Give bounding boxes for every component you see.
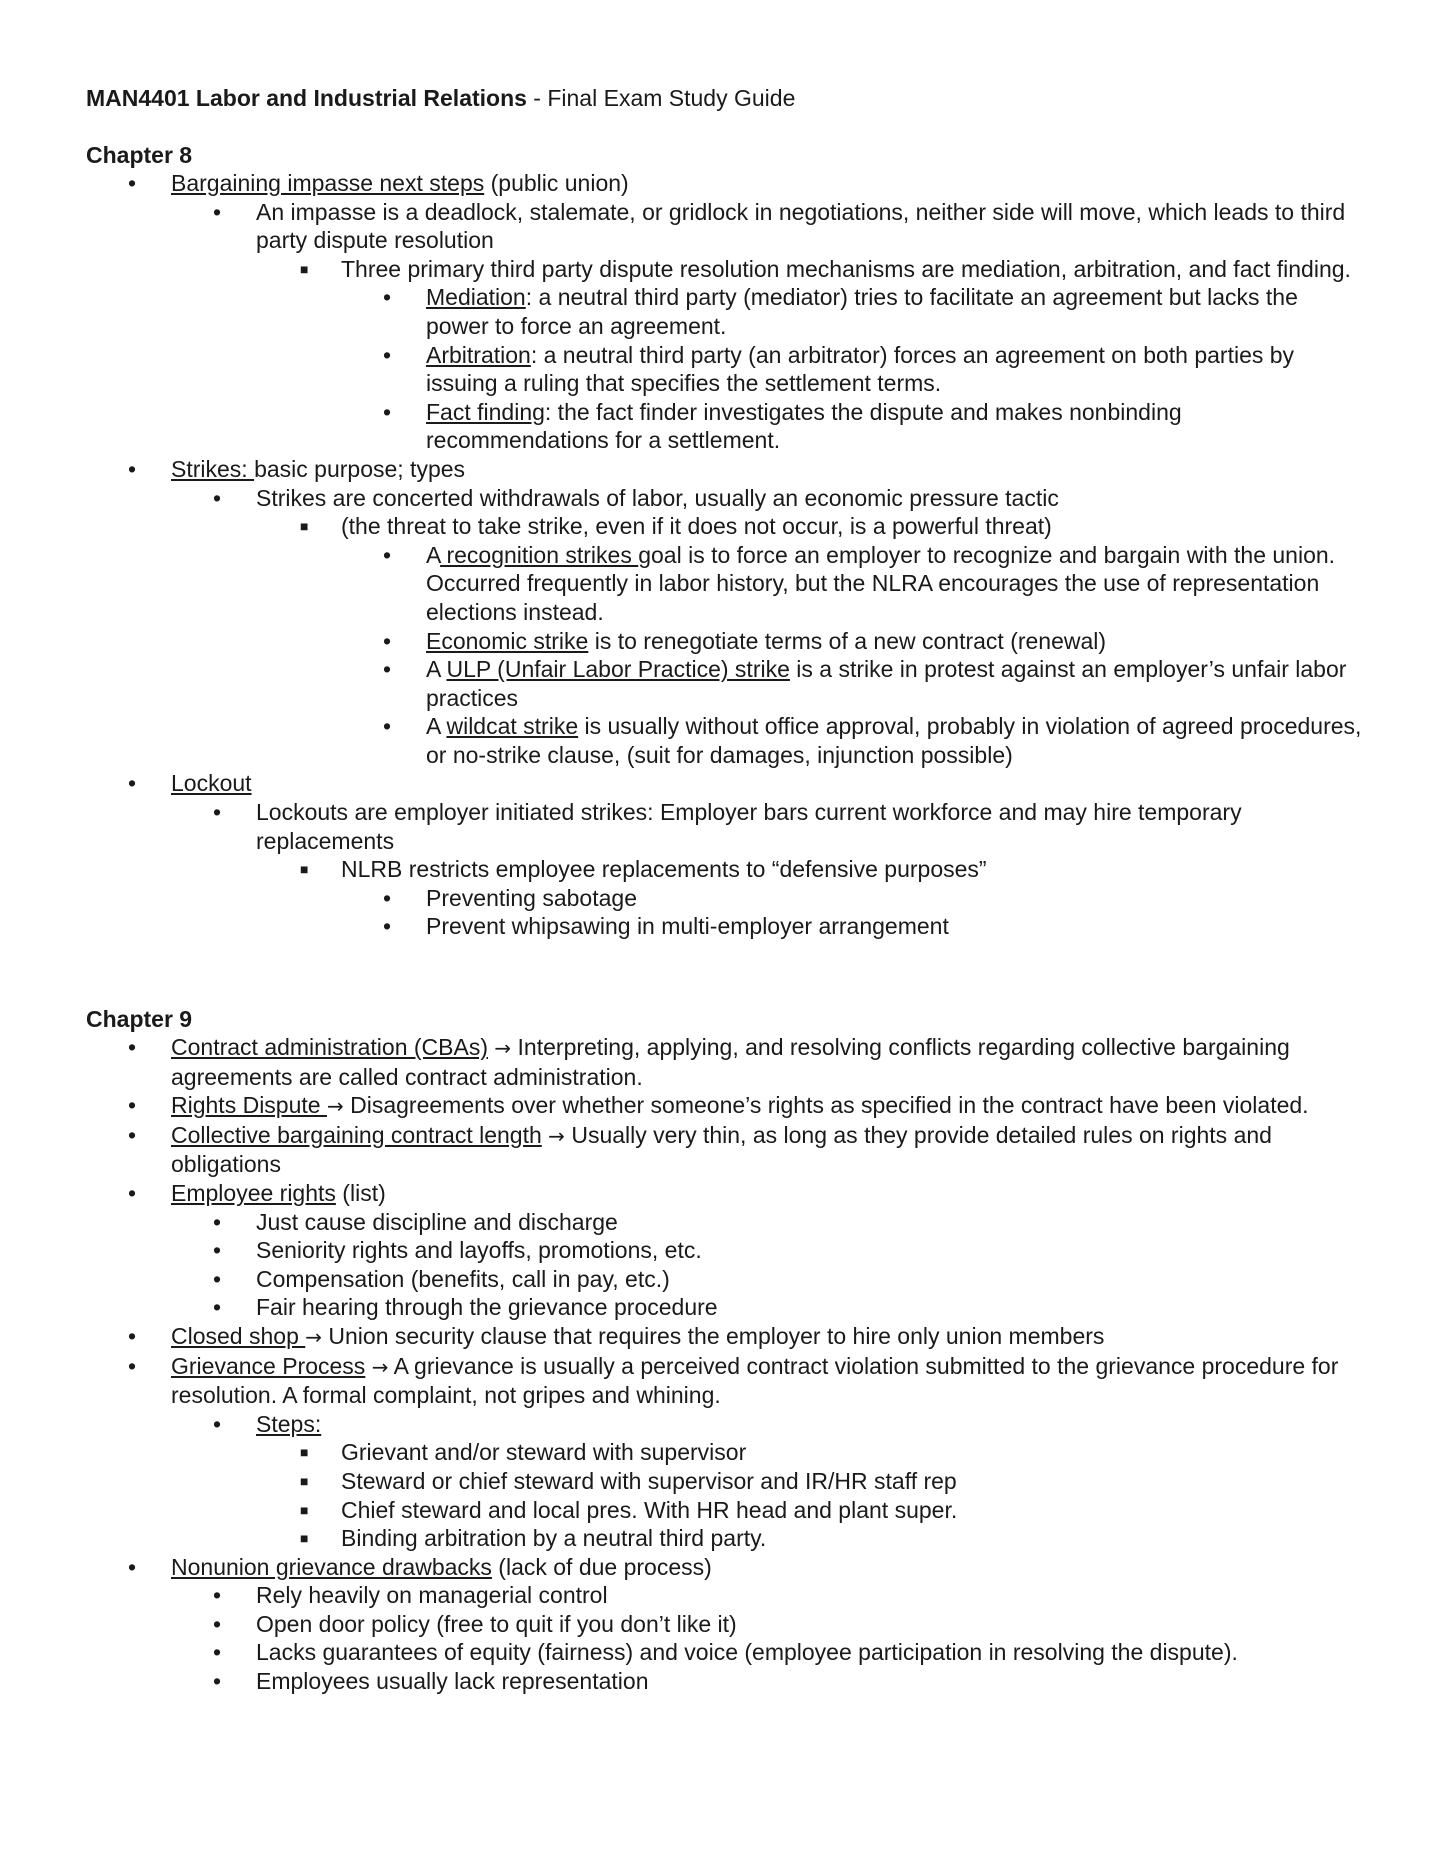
bullet-icon: • [213, 198, 222, 225]
bullet-icon: • [383, 541, 392, 568]
topic-label: Nonunion grievance drawbacks [171, 1553, 492, 1580]
term-label: Steps: [256, 1410, 322, 1437]
term-label: Arbitration [426, 341, 531, 368]
bullet-icon: • [383, 884, 392, 911]
square-bullet-icon: ■ [300, 1444, 309, 1461]
square-bullet-icon: ■ [300, 1530, 309, 1547]
item-text: Seniority rights and layoffs, promotions, etc. [256, 1237, 702, 1264]
term-label: wildcat strike [446, 713, 579, 740]
list-item-closed-shop [0, 1322, 1351, 1352]
list-item [0, 1638, 1356, 1667]
item-text: is a strike in protest against an employer’s unfair labor practices [426, 656, 1347, 711]
list-item [0, 1496, 1359, 1525]
item-text: Steward or chief steward with supervisor and IR/HR staff rep [341, 1467, 957, 1494]
topic-text: (lack of due process) [491, 1553, 712, 1580]
list-item [0, 1524, 1359, 1553]
term-label: Mediation [426, 284, 526, 311]
topic-label: Bargaining impasse next steps [171, 170, 485, 196]
bullet-icon: • [128, 170, 137, 196]
list-item [0, 655, 1366, 712]
bullet-icon: • [383, 341, 392, 368]
list-item-employee-rights [0, 1179, 1351, 1208]
topic-label: Closed shop [171, 1322, 306, 1349]
bullet-icon: • [213, 1639, 222, 1666]
bullet-icon: • [383, 627, 392, 654]
list-item [0, 1610, 1356, 1639]
list-item [0, 283, 1366, 340]
list-item [0, 484, 1356, 513]
list-item [0, 541, 1366, 627]
arrow-icon: → [371, 1354, 389, 1379]
item-text: Rely heavily on managerial control [256, 1582, 608, 1609]
item-text: Union security clause that requires the employer to hire only union members [322, 1322, 1105, 1349]
arrow-icon: → [548, 1123, 565, 1148]
item-text: A [426, 713, 447, 740]
bullet-icon: • [128, 1092, 137, 1119]
bullet-icon: • [128, 1121, 137, 1148]
list-item [0, 1467, 1359, 1496]
item-text: Usually very thin, as long as they provide detailed rules on rights and obligations [171, 1121, 1272, 1178]
square-bullet-icon: ■ [300, 1472, 309, 1489]
item-text: Disagreements over whether someone’s rights as specified in the contract have been violated. [343, 1092, 1309, 1119]
list-item [0, 198, 1356, 255]
item-text: Three primary third party dispute resolution mechanisms are mediation, arbitration, and fact finding. [341, 255, 1351, 282]
item-text: is to renegotiate terms of a new contract (renewal) [588, 627, 1107, 654]
bullet-icon: • [213, 1265, 222, 1292]
item-text: Chief steward and local pres. With HR head and plant super. [341, 1496, 958, 1523]
list-item [0, 912, 1366, 941]
item-text: Strikes are concerted withdrawals of labor, usually an economic pressure tactic [256, 484, 1059, 511]
item-text: Fair hearing through the grievance procedure [256, 1294, 718, 1321]
bullet-icon: • [128, 455, 137, 482]
bullet-icon: • [213, 1208, 222, 1235]
list-item [0, 1236, 1356, 1265]
list-item [0, 798, 1356, 855]
list-item [0, 398, 1366, 455]
item-text: is usually without office approval, probably in violation of agreed procedures, or no-strike clause, (suit for damages, injunction possible) [426, 713, 1362, 768]
bullet-icon: • [213, 1237, 222, 1264]
item-text: : a neutral third party (mediator) tries to facilitate an agreement but lacks the power to force an agreement. [426, 284, 1298, 339]
bullet-icon: • [128, 1034, 137, 1060]
item-text: (the threat to take strike, even if it does not occur, is a powerful threat) [341, 513, 1052, 540]
topic-label: Strikes: [171, 455, 255, 482]
item-text: An impasse is a deadlock, stalemate, or gridlock in negotiations, neither side will move, which leads to third party dispute resolution [256, 198, 1346, 254]
bullet-icon: • [213, 484, 222, 511]
topic-label: Lockout [171, 770, 252, 797]
chapter-8-heading: Chapter 8 [86, 142, 193, 168]
topic-text: basic purpose; types [254, 455, 466, 482]
list-item-strikes [0, 455, 1351, 484]
item-text: Lacks guarantees of equity (fairness) and voice (employee participation in resolving the dispute). [256, 1639, 1238, 1666]
list-item [0, 627, 1366, 656]
item-text: Just cause discipline and discharge [256, 1208, 618, 1235]
bullet-icon: • [383, 398, 392, 425]
list-item-contract-length [0, 1121, 1351, 1179]
bullet-icon: • [213, 1582, 222, 1609]
topic-label: Contract administration (CBAs) [171, 1034, 488, 1060]
bullet-icon: • [213, 1410, 222, 1437]
square-bullet-icon: ■ [300, 260, 309, 277]
bullet-icon: • [213, 1668, 222, 1695]
list-item [0, 341, 1366, 398]
item-text: Lockouts are employer initiated strikes: Employer bars current workforce and may hire temporary replacements [256, 799, 1242, 854]
list-item-grievance-process [0, 1352, 1351, 1410]
bullet-icon: • [383, 284, 392, 311]
course-title: MAN4401 Labor and Industrial Relations [86, 85, 527, 111]
item-text: goal is to force an employer to recognize and bargain with the union. Occurred frequently in labor history, but the NLRA encourages the use of representation elections instead. [426, 541, 1336, 625]
item-text: A grievance is usually a perceived contract violation submitted to the grievance procedure for resolution. A formal complaint, not gripes and whining. [171, 1352, 1339, 1409]
chapter-9-heading: Chapter 9 [86, 1006, 193, 1032]
topic-label: Collective bargaining contract length [171, 1121, 542, 1148]
list-item [0, 1438, 1359, 1467]
topic-label: Rights Dispute [171, 1092, 327, 1119]
bullet-icon: • [213, 799, 222, 826]
list-item [0, 1265, 1356, 1294]
bullet-icon: • [213, 1294, 222, 1321]
topic-text: (list) [335, 1179, 386, 1206]
chapter-9-section [0, 1033, 1456, 1696]
bullet-icon: • [128, 1179, 137, 1206]
bullet-icon: • [383, 713, 392, 740]
term-label: recognition strikes [440, 541, 639, 568]
chapter-8-section [0, 169, 1456, 941]
item-text: A [426, 541, 441, 568]
list-item [0, 1208, 1356, 1237]
bullet-icon: • [128, 1553, 137, 1580]
list-item [0, 1581, 1356, 1610]
term-label: Fact finding [426, 398, 545, 425]
list-item [0, 712, 1366, 769]
list-item [0, 855, 1359, 884]
list-item-steps [0, 1410, 1356, 1439]
arrow-icon: → [494, 1036, 512, 1060]
list-item-lockout [0, 769, 1351, 798]
item-text: Prevent whipsawing in multi-employer arrangement [426, 913, 949, 940]
square-bullet-icon: ■ [300, 861, 309, 878]
topic-text: (public union) [484, 170, 629, 196]
item-text: Employees usually lack representation [256, 1668, 649, 1695]
item-text: : a neutral third party (an arbitrator) forces an agreement on both parties by issuing a ruling that specifies the settlement terms. [426, 341, 1295, 397]
item-text: Preventing sabotage [426, 884, 637, 911]
bullet-icon: • [128, 1322, 137, 1349]
list-item-rights-dispute [0, 1091, 1351, 1121]
bullet-icon: • [213, 1610, 222, 1637]
list-item-impasse [0, 169, 1351, 198]
item-text: Grievant and/or steward with supervisor [341, 1439, 747, 1466]
list-item [0, 255, 1359, 284]
bullet-icon: • [383, 913, 392, 940]
square-bullet-icon: ■ [300, 1501, 309, 1518]
topic-label: Employee rights [171, 1179, 336, 1206]
list-item [0, 512, 1359, 541]
list-item [0, 884, 1366, 913]
bullet-icon: • [128, 770, 137, 797]
term-label: Economic strike [426, 627, 589, 654]
item-text: Interpreting, applying, and resolving conflicts regarding collective bargaining agreements are called contract administration. [171, 1034, 1290, 1090]
list-item [0, 1293, 1356, 1322]
arrow-icon: → [305, 1324, 323, 1349]
term-label: ULP (Unfair Labor Practice) strike [446, 656, 790, 683]
item-text: Open door policy (free to quit if you don’t like it) [256, 1610, 737, 1637]
item-text: Compensation (benefits, call in pay, etc.) [256, 1265, 670, 1292]
item-text: NLRB restricts employee replacements to “defensive purposes” [341, 856, 987, 883]
square-bullet-icon: ■ [300, 518, 309, 535]
bullet-icon: • [128, 1352, 137, 1379]
list-item-nonunion-grievance [0, 1553, 1351, 1582]
item-text: A [426, 656, 447, 683]
guide-subtitle: - Final Exam Study Guide [526, 85, 796, 111]
list-item-contract-admin [0, 1033, 1351, 1091]
bullet-icon: • [383, 656, 392, 683]
document-title [86, 84, 795, 112]
topic-label: Grievance Process [171, 1352, 366, 1379]
arrow-icon: → [326, 1094, 344, 1119]
list-item [0, 1667, 1356, 1696]
item-text: Binding arbitration by a neutral third party. [341, 1525, 767, 1552]
item-text: : the fact finder investigates the dispute and makes nonbinding recommendations for a settlement. [426, 398, 1182, 454]
